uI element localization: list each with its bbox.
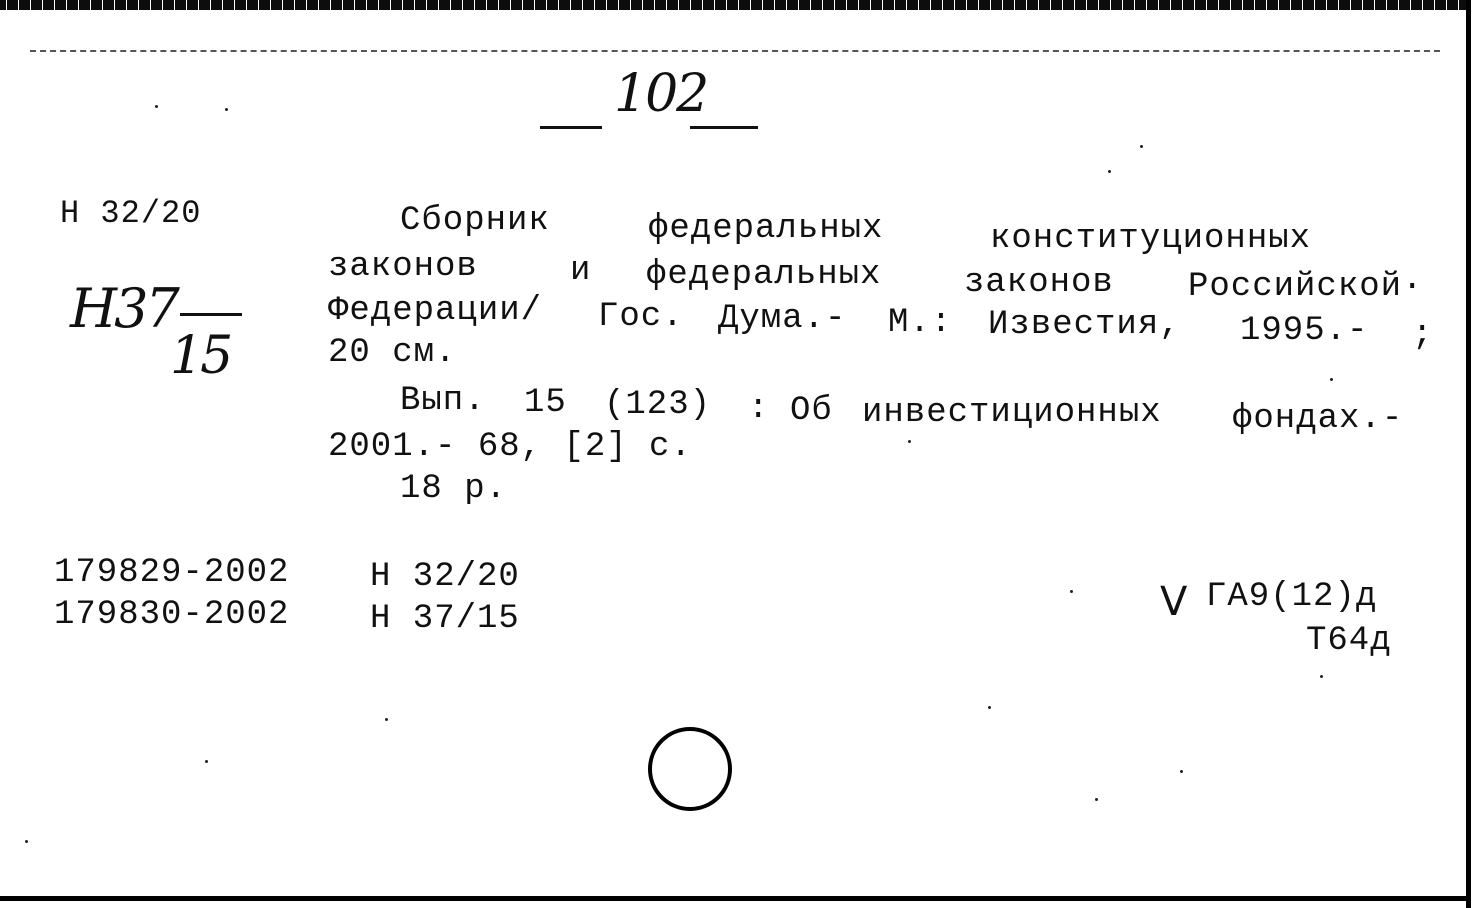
desc-line2-word4: законов [964,264,1114,302]
scan-speck [1180,770,1183,773]
scan-speck [908,440,911,443]
scan-speck [1108,170,1111,173]
scan-speck [1070,590,1073,593]
desc-line1-word1: Сборник [400,202,550,240]
desc-line2-word1: законов [328,248,478,286]
scan-speck [205,760,208,763]
classification-code-1: ГА9(12)д [1206,578,1378,616]
desc-line3-word2: Гос. [598,298,684,336]
desc-line1-word2: федеральных [648,210,884,248]
scan-speck [1320,675,1323,678]
desc-line5-word4: : [748,390,770,428]
desc-line3-word6: 1995.- [1240,312,1369,350]
dashed-rule [30,50,1440,52]
desc-line6: 2001.- 68, [2] с. [328,428,692,466]
scan-speck [25,840,28,843]
punch-hole [648,727,732,811]
desc-line3-word3: Дума.- [718,300,847,338]
card-number-underline-right [690,126,758,129]
card-right-edge [1466,0,1471,908]
desc-line5-word2: 15 [524,384,567,422]
price: 18 р. [400,470,508,508]
desc-line1-word3: конституционных [990,220,1312,258]
desc-line4: 20 см. [328,334,457,372]
desc-line3-word5: Известия, [988,306,1181,344]
desc-line2-word3: федеральных [646,256,882,294]
inventory-shelf: Н 32/20 [370,558,520,596]
inventory-shelf: Н 37/15 [370,600,520,638]
scan-speck [988,706,991,709]
check-mark: V [1160,579,1188,625]
card-number-text: 102 [614,64,708,124]
desc-line2-word5: Российской· [1188,268,1424,306]
card-top-edge [0,0,1471,10]
desc-line5-word1: Вып. [400,382,486,420]
desc-line5-word7: фондах.- [1232,400,1404,438]
classification-code-2: Т64д [1306,622,1392,660]
desc-line5-word6: инвестиционных [862,394,1162,432]
shelf-mark-hand-fraction-bar [180,313,242,316]
shelf-mark-hand-bottom: 15 [170,326,231,386]
scan-speck [155,105,158,108]
scan-speck [1095,798,1098,801]
inventory-number: 179829-2002 [54,554,290,592]
inventory-number: 179830-2002 [54,596,290,634]
card-bottom-edge [0,896,1471,901]
desc-line3-word1: Федерации/ [328,292,543,330]
shelf-mark-hand-top: Н37 [70,277,177,340]
desc-line3-word7: ; [1412,316,1434,354]
card-number-underline-left [540,126,602,129]
desc-line5-word5: Об [790,392,833,430]
shelf-mark-typed: Н 32/20 [60,195,202,232]
desc-line3-word4: М.: [888,304,953,342]
desc-line2-word2: и [570,252,592,290]
scan-speck [385,718,388,721]
scan-speck [1140,145,1143,148]
scan-speck [1330,378,1333,381]
scan-speck [225,108,228,111]
desc-line5-word3: (123) [604,386,712,424]
